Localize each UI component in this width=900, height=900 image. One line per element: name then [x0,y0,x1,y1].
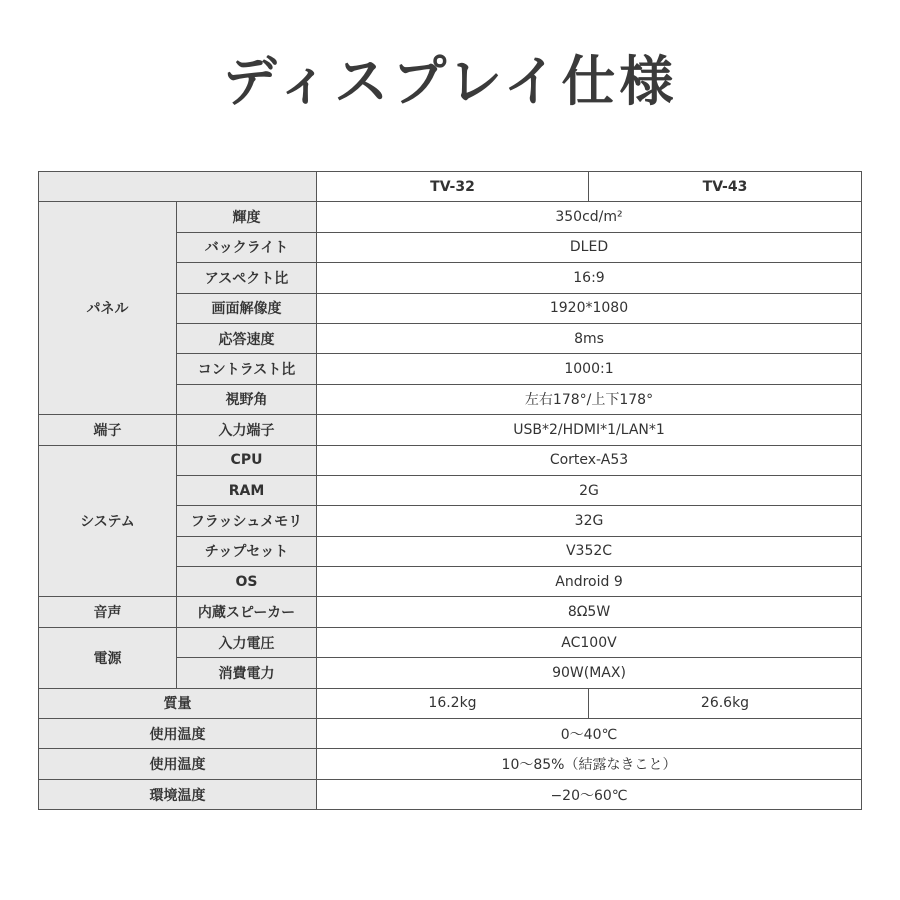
row-label-input-terminal: 入力端子 [177,415,317,445]
table-header-row [39,172,862,202]
header-corner-cell [39,172,317,202]
group-label-power: 電源 [39,627,177,688]
row-value-ram: 2G [317,475,862,505]
row-value-storage-temp: −20～60℃ [317,779,862,809]
row-label-brightness: 輝度 [177,202,317,232]
row-label-flash: フラッシュメモリ [177,506,317,536]
row-label-consumption: 消費電力 [177,658,317,688]
row-value-weight-tv32: 16.2kg [317,688,589,718]
table-row [39,415,862,445]
row-value-weight-tv43: 26.6kg [589,688,862,718]
row-value-operating-humidity: 10～85%（結露なきこと） [317,749,862,779]
row-value-viewing-angle: 左右178°/上下178° [317,384,862,414]
row-value-brightness: 350cd/m² [317,202,862,232]
row-value-response: 8ms [317,323,862,353]
row-label-storage-temp: 環境温度 [39,779,317,809]
row-value-input-terminal: USB*2/HDMI*1/LAN*1 [317,415,862,445]
row-label-operating-temp: 使用温度 [39,719,317,749]
table-row [39,445,862,475]
row-label-weight: 質量 [39,688,317,718]
row-label-speaker: 内蔵スピーカー [177,597,317,627]
row-label-os: OS [177,567,317,597]
row-value-contrast: 1000:1 [317,354,862,384]
row-value-flash: 32G [317,506,862,536]
table-row [39,688,862,718]
row-value-chipset: V352C [317,536,862,566]
row-label-operating-humidity: 使用温度 [39,749,317,779]
table-row [39,779,862,809]
row-label-cpu: CPU [177,445,317,475]
row-value-consumption: 90W(MAX) [317,658,862,688]
table-row [39,202,862,232]
row-label-contrast: コントラスト比 [177,354,317,384]
table-row [39,719,862,749]
table-row [39,627,862,657]
row-value-backlight: DLED [317,232,862,262]
column-header-tv43: TV-43 [589,172,862,202]
row-label-backlight: バックライト [177,232,317,262]
row-label-input-voltage: 入力電圧 [177,627,317,657]
group-label-system: システム [39,445,177,597]
table-row [39,749,862,779]
column-header-tv32: TV-32 [317,172,589,202]
row-label-viewing-angle: 視野角 [177,384,317,414]
group-label-panel: パネル [39,202,177,415]
row-value-aspect: 16:9 [317,263,862,293]
row-value-input-voltage: AC100V [317,627,862,657]
row-label-ram: RAM [177,475,317,505]
row-value-speaker: 8Ω5W [317,597,862,627]
page-title: ディスプレイ仕様 [222,50,678,113]
row-label-chipset: チップセット [177,536,317,566]
row-label-aspect: アスペクト比 [177,263,317,293]
row-value-operating-temp: 0～40℃ [317,719,862,749]
row-label-resolution: 画面解像度 [177,293,317,323]
row-value-resolution: 1920*1080 [317,293,862,323]
row-value-os: Android 9 [317,567,862,597]
row-label-response: 応答速度 [177,323,317,353]
group-label-terminal: 端子 [39,415,177,445]
table-row [39,597,862,627]
spec-table [38,171,862,810]
group-label-audio: 音声 [39,597,177,627]
row-value-cpu: Cortex-A53 [317,445,862,475]
